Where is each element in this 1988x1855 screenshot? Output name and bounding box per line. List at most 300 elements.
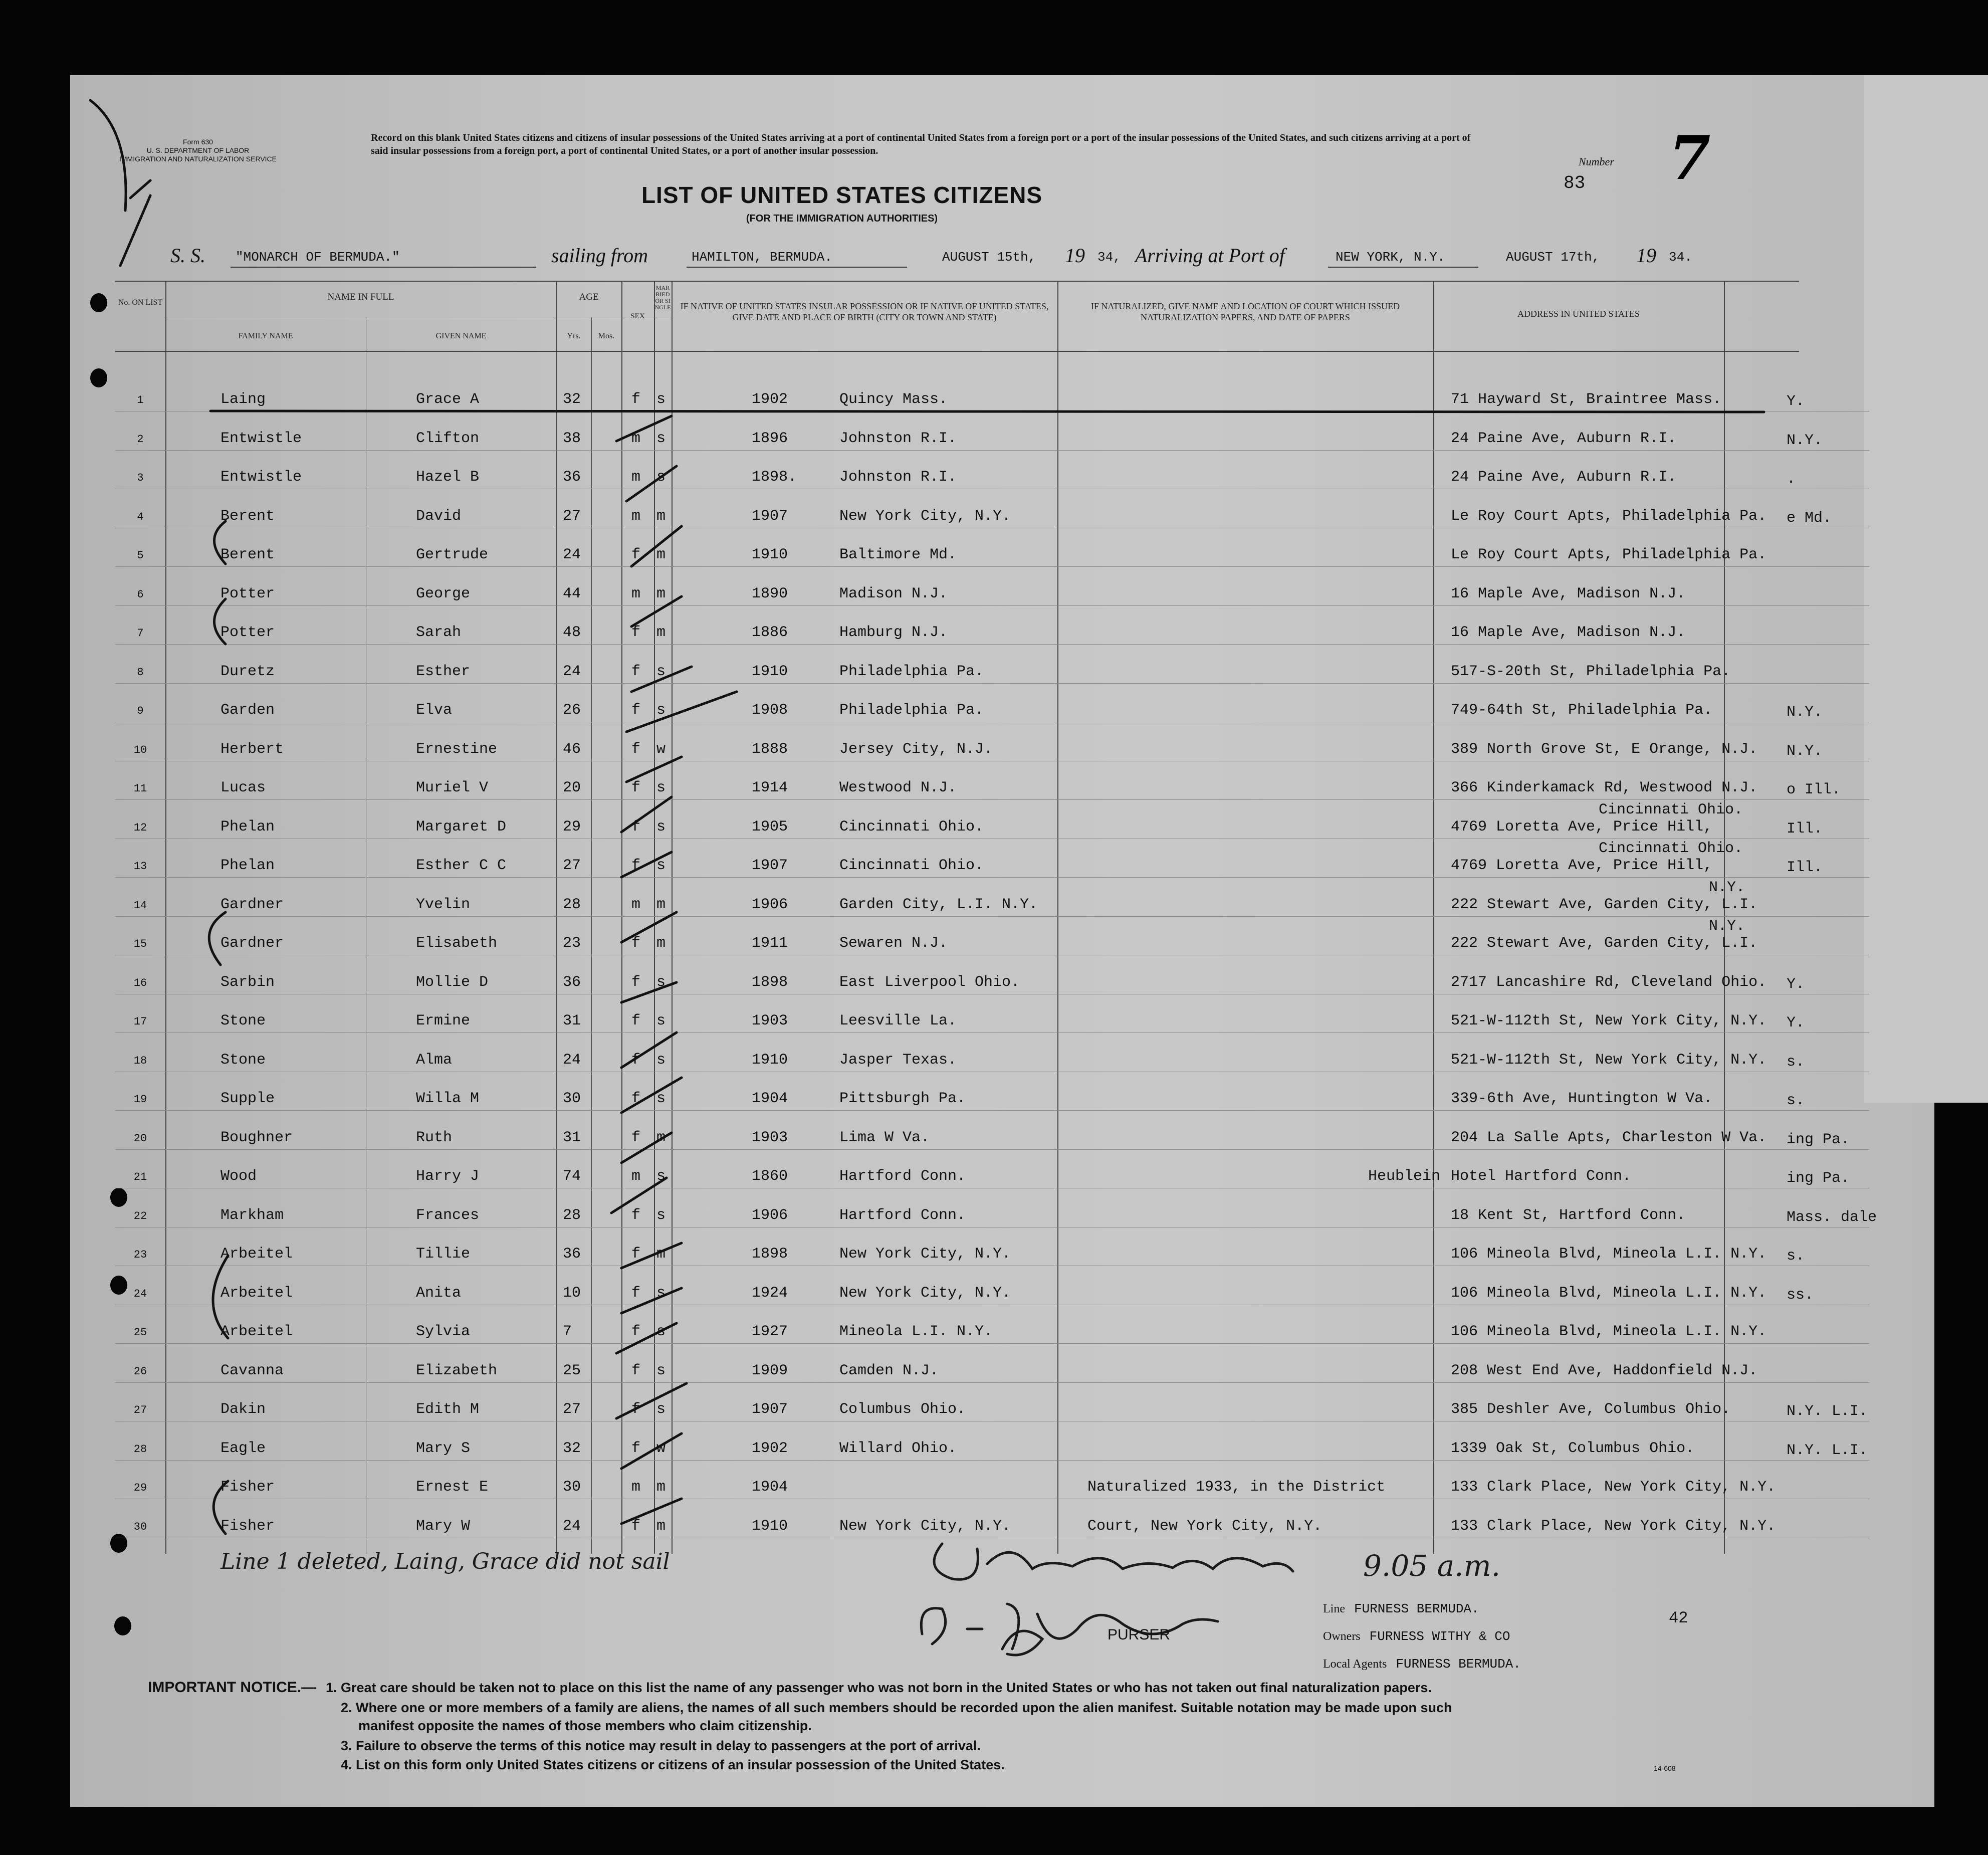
cell-given: Margaret D [416, 818, 507, 836]
cell-address: 71 Hayward St, Braintree Mass. [1451, 391, 1722, 408]
cell-family: Sarbin [220, 973, 275, 991]
adjacent-page-margin-text: Mass. dale [1787, 1208, 1877, 1226]
port-to: NEW YORK, N.Y. [1336, 250, 1445, 265]
cell-address-prefix: Heublein [1368, 1168, 1441, 1185]
cell-sex: f [631, 779, 641, 796]
cell-no: 9 [137, 705, 144, 717]
owners-label: Owners [1323, 1630, 1361, 1643]
cell-sex: f [631, 546, 641, 563]
col-header-age: AGE [579, 292, 599, 302]
cell-place: Columbus Ohio. [839, 1401, 966, 1418]
cell-family: Cavanna [220, 1362, 284, 1379]
cell-address: 521-W-112th St, New York City, N.Y. [1451, 1012, 1767, 1029]
cell-address: Hotel Hartford Conn. [1451, 1168, 1632, 1185]
time-note: 9.05 a.m. [1363, 1549, 1501, 1583]
adjacent-page-margin-text: s. [1787, 1053, 1805, 1071]
cell-no: 16 [133, 976, 147, 989]
cell-sex: f [631, 1051, 641, 1069]
cell-ms: m [656, 1246, 666, 1263]
cell-sex: f [631, 1362, 641, 1379]
cell-age: 10 [563, 1284, 581, 1302]
col-header-married: MARRIED OR SINGLE [654, 284, 671, 311]
cell-address: 208 West End Ave, Haddonfield N.J. [1451, 1362, 1758, 1379]
cell-sex: f [631, 1401, 641, 1418]
cell-sex: f [631, 740, 641, 758]
age-tick-marks [611, 416, 737, 1524]
purser-label: PURSER [1108, 1626, 1171, 1643]
notice-item-1: 1. Great care should be taken not to place on this list the name of any passenger who was not born in the United States or who has not taken out final naturalization papers. [326, 1680, 1432, 1695]
cell-age: 24 [563, 663, 581, 680]
cell-age: 38 [563, 430, 581, 447]
family-bracket [213, 1256, 228, 1338]
family-bracket [213, 1481, 228, 1534]
cell-year: 1908 [752, 702, 788, 719]
cell-place: Sewaren N.J. [839, 935, 948, 952]
cell-family: Arbeitel [220, 1323, 293, 1340]
cell-address: 133 Clark Place, New York City, N.Y. [1451, 1479, 1776, 1496]
cell-sex: m [631, 585, 641, 602]
cell-sex: f [631, 1090, 641, 1107]
col-header-native: IF NATIVE OF UNITED STATES INSULAR POSSESSION OR IF NATIVE OF UNITED STATES, GIVE DATE AND PLACE OF BIRTH (CITY OR TOWN AND STATE) [680, 301, 1049, 322]
cell-ms: s [656, 818, 666, 836]
cell-year: 1924 [752, 1284, 788, 1302]
cell-sex: m [631, 1168, 641, 1185]
year-prefix-from: 19 [1065, 244, 1085, 267]
cell-family: Arbeitel [220, 1284, 293, 1302]
cell-address: 2717 Lancashire Rd, Cleveland Ohio. [1451, 973, 1767, 991]
cell-ms: m [656, 896, 666, 913]
notice-item-2-cont: manifest opposite the names of those members who claim citizenship. [358, 1718, 812, 1733]
cell-age: 30 [563, 1479, 581, 1496]
cell-age: 30 [563, 1090, 581, 1107]
cell-no: 7 [137, 627, 144, 640]
cell-ms: m [656, 1479, 666, 1496]
cell-address: 339-6th Ave, Huntington W Va. [1451, 1090, 1713, 1107]
cell-sex: f [631, 857, 641, 874]
cell-place: Lima W Va. [839, 1129, 930, 1146]
cell-address: 16 Maple Ave, Madison N.J. [1451, 585, 1686, 602]
list-subnumber: 83 [1564, 173, 1586, 193]
cell-family: Arbeitel [220, 1246, 293, 1263]
cell-ms: m [656, 507, 666, 525]
cell-year: 1888 [752, 740, 788, 758]
cell-no: 17 [133, 1015, 147, 1028]
cell-address: 222 Stewart Ave, Garden City, L.I. [1451, 896, 1758, 913]
cell-nat: Naturalized 1933, in the District [1087, 1479, 1386, 1496]
record-instructions: Record on this blank United States citizens and citizens of insular possessions of the United States arriving at a port of continental United States from a foreign port or a port of the insular possessions of the United States, and such citizens arriving at a port of said insular possessions from a foreign port, a port of continental United States, or a port of another insular possession. [371, 132, 1471, 156]
adjacent-page-margin-text: Ill. [1787, 820, 1823, 838]
cell-sex: m [631, 1479, 641, 1496]
cell-no: 6 [137, 588, 144, 601]
cell-year: 1903 [752, 1012, 788, 1029]
cell-address: 16 Maple Ave, Madison N.J. [1451, 624, 1686, 641]
adjacent-page-margin-text: N.Y. [1787, 742, 1823, 760]
ss-label: S. S. [170, 244, 205, 267]
cell-age: 28 [563, 1206, 581, 1224]
cell-place: New York City, N.Y. [839, 1246, 1011, 1263]
cell-given: Grace A [416, 391, 480, 408]
cell-year: 1927 [752, 1323, 788, 1340]
adjacent-page-margin-text: N.Y. [1787, 432, 1823, 449]
cell-year: 1914 [752, 779, 788, 796]
cell-age: 23 [563, 935, 581, 952]
list-number: 7 [1669, 123, 1711, 193]
adjacent-page-margin-text: s. [1787, 1248, 1805, 1265]
cell-ms: s [656, 1206, 666, 1224]
cell-given: Willa M [416, 1090, 480, 1107]
cell-age: 24 [563, 546, 581, 563]
adjacent-page-margin-text: ing Pa. [1787, 1170, 1850, 1187]
family-bracket [214, 599, 226, 644]
family-bracket [209, 912, 226, 965]
notice-item-3: 3. Failure to observe the terms of this notice may result in delay to passengers at the port of arrival. [341, 1738, 981, 1753]
sailing-label: sailing from [551, 244, 648, 267]
cell-given: Esther [416, 663, 471, 680]
cell-family: Stone [220, 1012, 266, 1029]
year-prefix-to: 19 [1636, 244, 1656, 267]
cell-year: 1906 [752, 1206, 788, 1224]
cell-family: Duretz [220, 663, 275, 680]
cell-year: 1905 [752, 818, 788, 836]
deletion-strikethrough [210, 411, 1764, 412]
cell-year: 1898 [752, 1246, 788, 1263]
adjacent-page-margin-text: ing Pa. [1787, 1131, 1850, 1148]
cell-year: 1910 [752, 1051, 788, 1069]
owners-row [1323, 1629, 1510, 1644]
cell-sex: f [631, 1517, 641, 1535]
cell-family: Phelan [220, 857, 275, 874]
cell-no: 13 [133, 860, 147, 873]
notice-item-4: 4. List on this form only United States citizens or citizens of an insular possession of the United States. [341, 1757, 1005, 1772]
cell-no: 20 [133, 1132, 147, 1145]
cell-sex: f [631, 702, 641, 719]
cell-no: 15 [133, 938, 147, 950]
cell-given: Frances [416, 1206, 480, 1224]
service-name: IMMIGRATION AND NATURALIZATION SERVICE [119, 155, 277, 163]
cell-address: Le Roy Court Apts, Philadelphia Pa. [1451, 546, 1767, 563]
cell-year: 1890 [752, 585, 788, 602]
cell-address: 222 Stewart Ave, Garden City, L.I. [1451, 935, 1758, 952]
cell-address: 106 Mineola Blvd, Mineola L.I. N.Y. [1451, 1284, 1767, 1302]
cell-place: New York City, N.Y. [839, 1284, 1011, 1302]
cell-age: 26 [563, 702, 581, 719]
cell-address: 18 Kent St, Hartford Conn. [1451, 1206, 1686, 1224]
cell-place: Philadelphia Pa. [839, 663, 984, 680]
cell-given: Sylvia [416, 1323, 471, 1340]
cell-place: Jersey City, N.J. [839, 740, 993, 758]
cell-age: 20 [563, 779, 581, 796]
cell-address: Le Roy Court Apts, Philadelphia Pa. [1451, 507, 1767, 525]
notice-heading: IMPORTANT NOTICE.— [148, 1679, 317, 1696]
cell-family: Phelan [220, 818, 275, 836]
agents-label: Local Agents [1323, 1658, 1387, 1671]
cell-no: 4 [137, 510, 144, 523]
cell-address: 106 Mineola Blvd, Mineola L.I. N.Y. [1451, 1246, 1767, 1263]
cell-no: 23 [133, 1249, 147, 1261]
cell-family: Wood [220, 1168, 257, 1185]
cell-ms: m [656, 585, 666, 602]
year-to: 34. [1669, 250, 1692, 265]
cell-place: Leesville La. [839, 1012, 957, 1029]
cell-address: 385 Deshler Ave, Columbus Ohio. [1451, 1401, 1731, 1418]
page-title: LIST OF UNITED STATES CITIZENS [641, 182, 1043, 208]
cell-no: 12 [133, 821, 147, 834]
cell-no: 14 [133, 899, 147, 912]
cell-no: 28 [133, 1442, 147, 1456]
cell-sex: f [631, 818, 641, 836]
cell-place: Hamburg N.J. [839, 624, 948, 641]
cell-place: Madison N.J. [839, 585, 948, 602]
cell-year: 1904 [752, 1479, 788, 1496]
cell-given: Mary S [416, 1439, 471, 1457]
cell-family: Supple [220, 1090, 275, 1107]
cell-ms: m [656, 546, 666, 563]
agents-row [1323, 1657, 1521, 1672]
cell-address-overline: N.Y. [1709, 918, 1745, 935]
cell-given: Elizabeth [416, 1362, 498, 1379]
cell-family: Laing [220, 391, 266, 408]
cell-age: 44 [563, 585, 581, 602]
cell-address: 1339 Oak St, Columbus Ohio. [1451, 1439, 1695, 1457]
cell-year: 1906 [752, 896, 788, 913]
cell-year: 1886 [752, 624, 788, 641]
cell-no: 30 [133, 1520, 147, 1533]
col-header-address: ADDRESS IN UNITED STATES [1517, 309, 1640, 319]
cell-age: 29 [563, 818, 581, 836]
cell-year: 1898 [752, 973, 788, 991]
date-to: AUGUST 17th, [1506, 250, 1600, 265]
ship-name: "MONARCH OF BERMUDA." [236, 250, 400, 265]
cell-sex: f [631, 1129, 641, 1146]
cell-age: 36 [563, 1246, 581, 1263]
cell-place: Pittsburgh Pa. [839, 1090, 966, 1107]
cell-given: Edith M [416, 1401, 480, 1418]
year-from: 34, [1097, 250, 1121, 265]
col-header-naturalized: IF NATURALIZED, GIVE NAME AND LOCATION OF COURT WHICH ISSUED NATURALIZATION PAPERS, AND DATE OF PAPERS [1090, 301, 1400, 322]
agents-value: FURNESS BERMUDA. [1396, 1657, 1521, 1672]
cell-no: 11 [133, 782, 147, 795]
col-header-mos: Mos. [598, 332, 615, 340]
cell-no: 26 [133, 1365, 147, 1378]
arriving-label: Arriving at Port of [1135, 244, 1285, 267]
cell-no: 29 [133, 1482, 147, 1494]
family-bracket [214, 521, 226, 564]
cell-given: Clifton [416, 430, 480, 447]
form-number: Form 630 [183, 138, 213, 146]
cell-place: Philadelphia Pa. [839, 702, 984, 719]
cell-place: Willard Ohio. [839, 1439, 957, 1457]
cell-sex: m [631, 896, 641, 913]
adjacent-page-margin-text: . [1787, 471, 1796, 488]
cell-address: 24 Paine Ave, Auburn R.I. [1451, 469, 1677, 486]
cell-age: 28 [563, 896, 581, 913]
cell-given: David [416, 507, 462, 525]
cell-sex: f [631, 663, 641, 680]
cell-age: 32 [563, 391, 581, 408]
col-header-yrs: Yrs. [567, 332, 581, 340]
cell-year: 1907 [752, 857, 788, 874]
cell-family: Gardner [220, 896, 284, 913]
cell-address: 204 La Salle Apts, Charleston W Va. [1451, 1129, 1767, 1146]
cell-given: Tillie [416, 1246, 471, 1263]
cell-family: Garden [220, 702, 275, 719]
cell-ms: s [656, 702, 666, 719]
col-header-sex: SEX [630, 312, 645, 320]
cell-given: Esther C C [416, 857, 507, 874]
page-subtitle: (FOR THE IMMIGRATION AUTHORITIES) [746, 213, 938, 224]
adjacent-page-margin-text: Y. [1787, 1014, 1805, 1032]
adjacent-page-margin-text: Y. [1787, 393, 1805, 410]
cell-ms: s [656, 430, 666, 447]
col-header-given: GIVEN NAME [435, 332, 487, 340]
cell-sex: f [631, 624, 641, 641]
cell-age: 32 [563, 1439, 581, 1457]
line-value: FURNESS BERMUDA. [1354, 1601, 1479, 1616]
adjacent-page-margin-text: o Ill. [1787, 781, 1841, 798]
cell-family: Entwistle [220, 430, 302, 447]
cell-ms: s [656, 1284, 666, 1302]
notice-item-2: 2. Where one or more members of a family are aliens, the names of all such members should be recorded upon the alien manifest. Suitable notation may be made upon such [341, 1700, 1452, 1715]
cell-place: Johnston R.I. [839, 430, 957, 447]
cell-no: 3 [137, 472, 144, 484]
cell-ms: m [656, 935, 666, 952]
form-code: 14-608 [1654, 1764, 1676, 1772]
cell-no: 2 [137, 433, 144, 446]
cell-place: Cincinnati Ohio. [839, 857, 984, 874]
cell-place: Mineola L.I. N.Y. [839, 1323, 993, 1340]
cell-no: 18 [133, 1054, 147, 1067]
department-name: U. S. DEPARTMENT OF LABOR [146, 146, 250, 154]
cell-given: Mollie D [416, 973, 489, 991]
cell-place: Baltimore Md. [839, 546, 957, 563]
cell-family: Dakin [220, 1401, 266, 1418]
cell-address: 749-64th St, Philadelphia Pa. [1451, 702, 1713, 719]
line-label: Line [1323, 1602, 1345, 1615]
cell-age: 24 [563, 1517, 581, 1535]
cell-given: Hazel B [416, 469, 480, 486]
cell-place: Camden N.J. [839, 1362, 939, 1379]
cell-ms: s [656, 391, 666, 408]
cell-family: Boughner [220, 1129, 293, 1146]
cell-no: 25 [133, 1326, 147, 1339]
cell-given: Yvelin [416, 896, 471, 913]
cell-given: Gertrude [416, 546, 489, 563]
cell-no: 21 [133, 1171, 147, 1183]
date-from: AUGUST 15th, [942, 250, 1036, 265]
cell-address: 521-W-112th St, New York City, N.Y. [1451, 1051, 1767, 1069]
cell-year: 1911 [752, 935, 788, 952]
adjacent-page-margin-text: e Md. [1787, 509, 1832, 527]
cell-place: Garden City, L.I. N.Y. [839, 896, 1038, 913]
cell-ms: m [656, 1129, 666, 1146]
number-label: Number [1579, 155, 1614, 168]
cell-no: 5 [137, 549, 144, 562]
cell-sex: m [631, 469, 641, 486]
cell-sex: f [631, 973, 641, 991]
cell-place: Hartford Conn. [839, 1206, 966, 1224]
cell-family: Entwistle [220, 469, 302, 486]
col-header-no: No. ON LIST [118, 298, 163, 307]
cell-family: Eagle [220, 1439, 266, 1457]
cell-ms: s [656, 469, 666, 486]
cell-ms: s [656, 1090, 666, 1107]
owners-value: FURNESS WITHY & CO [1369, 1629, 1510, 1644]
page-mark: 42 [1669, 1609, 1688, 1627]
cell-ms: s [656, 1323, 666, 1340]
cell-year: 1860 [752, 1168, 788, 1185]
cell-given: Elisabeth [416, 935, 498, 952]
cell-place: New York City, N.Y. [839, 1517, 1011, 1535]
cell-year: 1904 [752, 1090, 788, 1107]
cell-ms: s [656, 857, 666, 874]
cell-no: 1 [137, 394, 144, 406]
cell-age: 27 [563, 857, 581, 874]
cell-sex: f [631, 1284, 641, 1302]
cell-place: Cincinnati Ohio. [839, 818, 984, 836]
cell-family: Stone [220, 1051, 266, 1069]
cell-family: Gardner [220, 935, 284, 952]
cell-no: 8 [137, 666, 144, 679]
cell-place: East Liverpool Ohio. [839, 973, 1020, 991]
cell-given: Muriel V [416, 779, 489, 796]
cell-given: Mary W [416, 1517, 471, 1535]
cell-no: 10 [133, 743, 147, 756]
cell-ms: s [656, 1012, 666, 1029]
cell-address: 4769 Loretta Ave, Price Hill, [1451, 857, 1713, 874]
cell-ms: s [656, 1362, 666, 1379]
cell-year: 1907 [752, 1401, 788, 1418]
cell-age: 74 [563, 1168, 581, 1185]
cell-family: Berent [220, 507, 275, 525]
cell-family: Fisher [220, 1479, 275, 1496]
cell-year: 1898. [752, 469, 797, 486]
cell-ms: s [656, 1168, 666, 1185]
cell-sex: f [631, 1439, 641, 1457]
cell-ms: s [656, 779, 666, 796]
cell-family: Berent [220, 546, 275, 563]
cell-age: 36 [563, 469, 581, 486]
cell-age: 27 [563, 1401, 581, 1418]
line-row [1323, 1601, 1479, 1616]
cell-family: Fisher [220, 1517, 275, 1535]
cell-given: Harry J [416, 1168, 480, 1185]
cell-place: Johnston R.I. [839, 469, 957, 486]
cell-ms: s [656, 1051, 666, 1069]
cell-sex: f [631, 1012, 641, 1029]
cell-no: 22 [133, 1209, 147, 1222]
cell-year: 1896 [752, 430, 788, 447]
adjacent-page-margin-text: N.Y. L.I. [1787, 1441, 1868, 1459]
cell-sex: f [631, 1323, 641, 1340]
cell-age: 7 [563, 1323, 572, 1340]
cell-address-overline: N.Y. [1709, 879, 1745, 896]
cell-sex: m [631, 507, 641, 525]
cell-address: 366 Kinderkamack Rd, Westwood N.J. [1451, 779, 1758, 796]
cell-place: Quincy Mass. [839, 391, 948, 408]
cell-family: Markham [220, 1206, 284, 1224]
cell-place: Hartford Conn. [839, 1168, 966, 1185]
cell-age: 36 [563, 973, 581, 991]
cell-given: Ruth [416, 1129, 453, 1146]
col-header-name: NAME IN FULL [327, 292, 394, 302]
cell-given: Sarah [416, 624, 462, 641]
cell-year: 1909 [752, 1362, 788, 1379]
adjacent-page-margin-text: Y. [1787, 975, 1805, 993]
cell-sex: f [631, 1206, 641, 1224]
cell-given: Alma [416, 1051, 453, 1069]
cell-given: Ermine [416, 1012, 471, 1029]
cell-given: Ernest E [416, 1479, 489, 1496]
